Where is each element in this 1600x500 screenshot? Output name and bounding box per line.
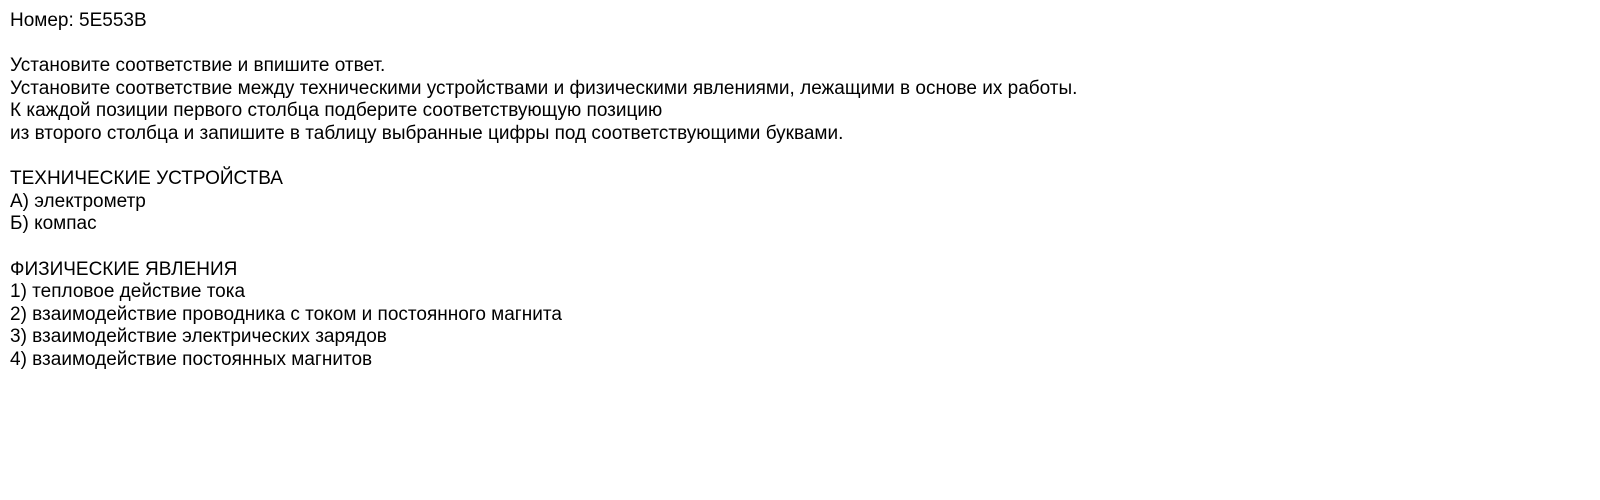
task-line-1: Установите соответствие между техническими устройствами и физическими явлениями, лежащими в основе их работы. bbox=[10, 77, 1078, 99]
spacer bbox=[10, 146, 1590, 169]
task-line-3: из второго столбца и запишите в таблицу выбранные цифры под соответствующими буквами. bbox=[10, 122, 844, 144]
phenomenon-item-3: 3) взаимодействие электрических зарядов bbox=[10, 326, 387, 348]
spacer bbox=[10, 33, 1590, 56]
task-number-label: Номер: bbox=[10, 10, 74, 31]
phenomena-heading: ФИЗИЧЕСКИЕ ЯВЛЕНИЯ bbox=[10, 258, 238, 280]
device-item-b: Б) компас bbox=[10, 213, 97, 235]
phenomenon-item-2: 2) взаимодействие проводника с током и постоянного магнита bbox=[10, 303, 562, 325]
task-instruction: Установите соответствие и впишите ответ. bbox=[10, 55, 386, 77]
devices-heading: ТЕХНИЧЕСКИЕ УСТРОЙСТВА bbox=[10, 168, 283, 190]
phenomenon-item-1: 1) тепловое действие тока bbox=[10, 281, 246, 303]
task-number bbox=[10, 10, 1590, 33]
spacer bbox=[10, 236, 1590, 259]
task-line-2: К каждой позиции первого столбца подберите соответствующую позицию bbox=[10, 100, 663, 122]
device-item-a: А) электрометр bbox=[10, 190, 146, 212]
task-document bbox=[10, 10, 1590, 372]
task-number-value: 5E553B bbox=[79, 10, 147, 31]
phenomenon-item-4: 4) взаимодействие постоянных магнитов bbox=[10, 348, 373, 370]
